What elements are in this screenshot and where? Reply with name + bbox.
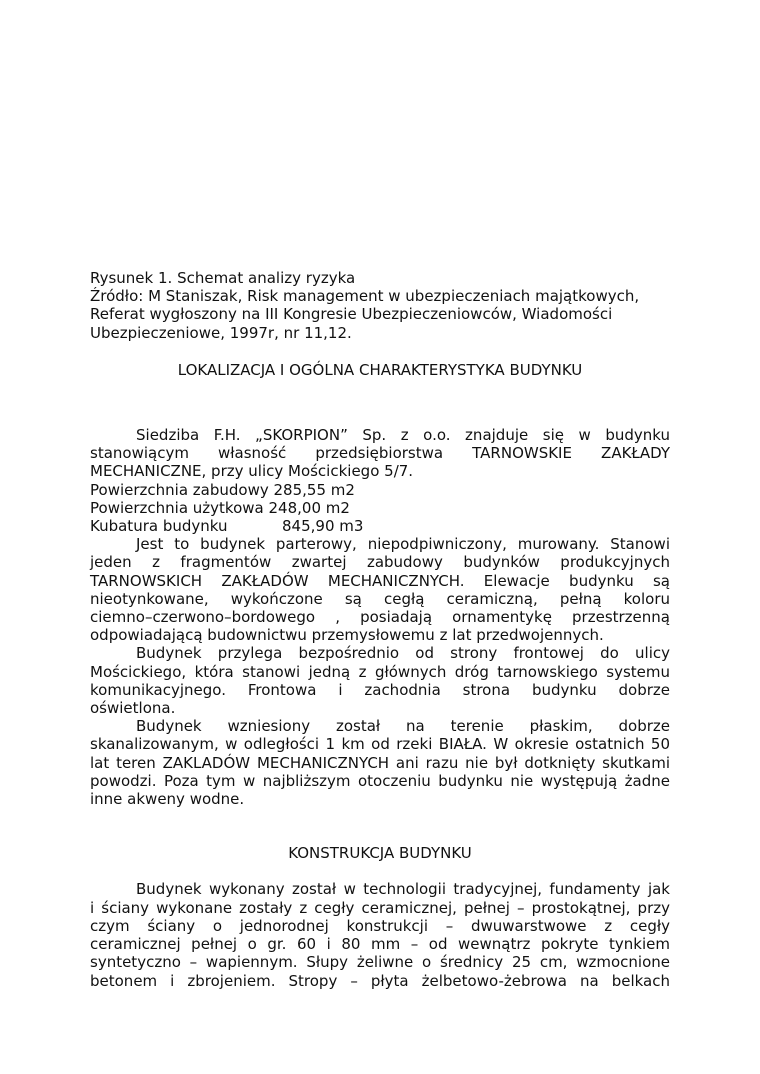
- text-line: Siedziba F.H. „SKORPION” Sp. z o.o. znajduje się w budynku: [136, 426, 670, 445]
- paragraph: [90, 717, 670, 808]
- source-line: Referat wygłoszony na III Kongresie Ubezpieczeniowców, Wiadomości: [90, 305, 613, 324]
- source-line: Źródło: M Staniszak, Risk management w ubezpieczeniach majątkowych,: [90, 287, 640, 306]
- section-heading-construction: KONSTRUKCJA BUDYNKU: [288, 844, 472, 863]
- fact-label: Powierzchnia zabudowy: [90, 480, 269, 499]
- section-heading-location: LOKALIZACJA I OGÓLNA CHARAKTERYSTYKA BUDYNKU: [177, 360, 583, 379]
- text-line: Jest to budynek parterowy, niepodpiwniczony, murowany. Stanowi: [136, 535, 670, 554]
- document-page: [90, 269, 670, 990]
- fact-label: Kubatura budynku: [90, 517, 228, 536]
- text-line: powodzi. Poza tym w najbliższym otoczeniu budynku nie występują żadne: [90, 771, 670, 790]
- text-line: inne akweny wodne.: [90, 790, 245, 809]
- fact-row: [90, 517, 670, 535]
- fact-row: [90, 481, 670, 499]
- text-line: TARNOWSKICH ZAKŁADÓW MECHANICZNYCH. Elewacje budynku są: [90, 571, 670, 590]
- fact-row: [90, 499, 670, 517]
- fact-value: 845,90 m3: [282, 517, 364, 536]
- fact-label: Powierzchnia użytkowa: [90, 498, 264, 517]
- paragraph: [90, 426, 670, 481]
- text-line: skanalizowanym, w odległości 1 km od rzeki BIAŁA. W okresie ostatnich 50: [90, 735, 670, 754]
- text-line: syntetyczno – wapiennym. Słupy żeliwne o średnicy 25 cm, wzmocnione: [90, 953, 670, 972]
- text-line: stanowiącym własność przedsiębiorstwa TARNOWSKIE ZAKŁADY: [90, 444, 670, 463]
- text-line: Budynek przylega bezpośrednio od strony frontowej do ulicy: [136, 644, 670, 663]
- text-line: Mościckiego, która stanowi jedną z głównych dróg tarnowskiego systemu: [90, 662, 670, 681]
- text-line: betonem i zbrojeniem. Stropy – płyta żelbetowo-żebrowa na belkach: [90, 971, 670, 990]
- text-line: ceramicznej pełnej o gr. 60 i 80 mm – od wewnątrz pokryte tynkiem: [90, 935, 670, 954]
- text-line: lat teren ZAKLADÓW MECHANICZNYCH ani razu nie był dotknięty skutkami: [90, 753, 670, 772]
- text-line: jeden z fragmentów zwartej zabudowy budynków produkcyjnych: [90, 553, 670, 572]
- source-line: Ubezpieczeniowe, 1997r, nr 11,12.: [90, 323, 352, 342]
- paragraph: [90, 880, 670, 989]
- fact-value: 248,00 m2: [268, 498, 350, 517]
- text-line: czym ściany o jednorodnej konstrukcji – dwuwarstwowe z cegły: [90, 916, 670, 935]
- text-line: Budynek wzniesiony został na terenie płaskim, dobrze: [136, 717, 670, 736]
- text-line: ciemno–czerwono–bordowego , posiadają ornamentykę przestrzenną: [90, 608, 670, 627]
- building-facts: [90, 481, 670, 536]
- text-line: Budynek wykonany został w technologii tradycyjnej, fundamenty jak: [136, 880, 670, 899]
- text-line: odpowiadającą budownictwu przemysłowemu z lat przedwojennych.: [90, 626, 604, 645]
- text-line: nieotynkowane, wykończone są cegłą ceramiczną, pełną koloru: [90, 589, 670, 608]
- figure-caption: [90, 269, 670, 342]
- figure-title: Rysunek 1. Schemat analizy ryzyka: [90, 269, 356, 287]
- paragraph: [90, 644, 670, 717]
- text-line: oświetlona.: [90, 699, 176, 718]
- text-line: MECHANICZNE, przy ulicy Mościckiego 5/7.: [90, 462, 414, 481]
- fact-value: 285,55 m2: [273, 480, 355, 499]
- text-line: i ściany wykonane zostały z cegły ceramicznej, pełnej – prostokątnej, przy: [90, 898, 670, 917]
- paragraph: [90, 535, 670, 644]
- text-line: komunikacyjnego. Frontowa i zachodnia strona budynku dobrze: [90, 680, 670, 699]
